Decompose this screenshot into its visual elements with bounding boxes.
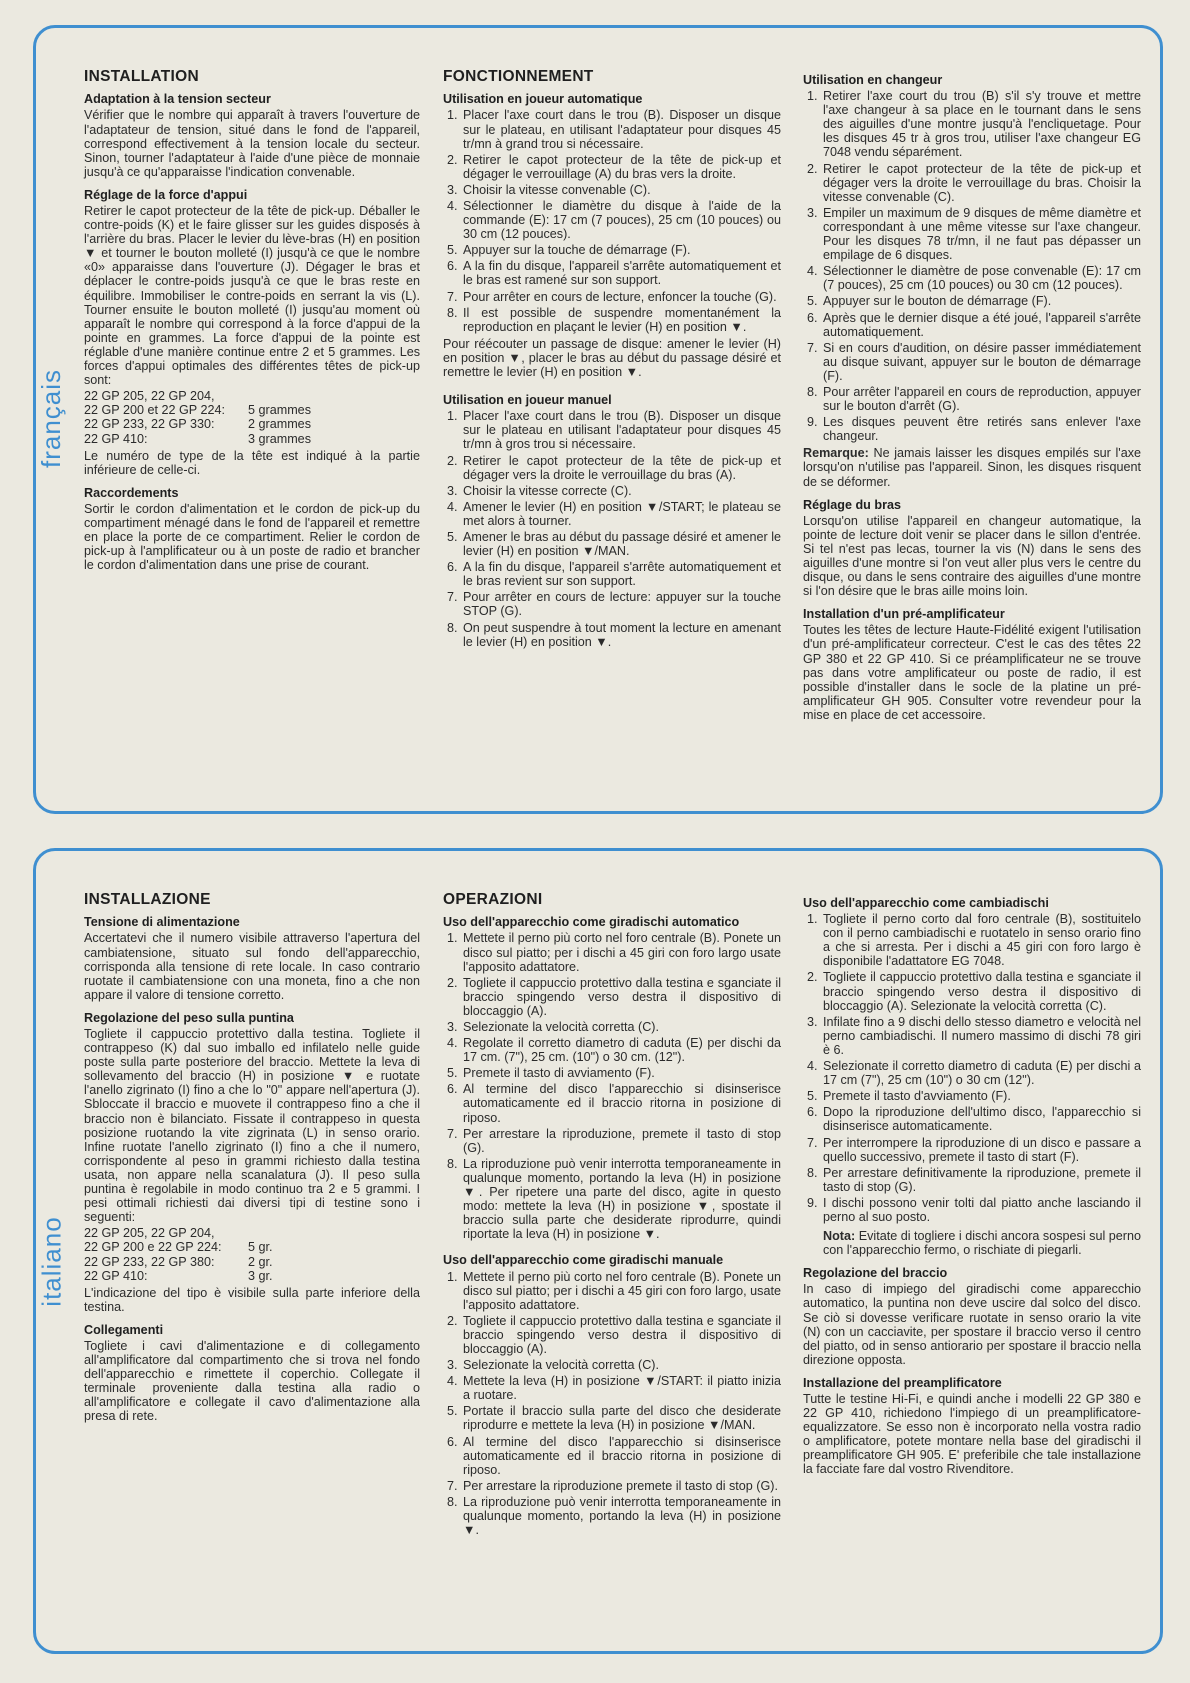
section-title: FONCTIONNEMENT bbox=[443, 68, 594, 85]
subheading: Réglage du bras bbox=[803, 497, 901, 512]
stylus-force-table bbox=[84, 389, 420, 445]
table-row: 22 GP 200 et 22 GP 224: 5 grammes bbox=[84, 403, 311, 418]
table-row: 22 GP 410: 3 gr. bbox=[84, 1268, 273, 1283]
paragraph: Pour réécouter un passage de disque: amener le levier (H) en position ▼, placer le bras au début du passage désiré et remettre le levier (H) en position ▼. bbox=[443, 336, 781, 380]
subheading: Tensione di alimentazione bbox=[84, 915, 240, 930]
section-title: INSTALLAZIONE bbox=[84, 891, 211, 908]
language-label-french: français bbox=[36, 368, 67, 468]
subheading: Installation d'un pré-amplificateur bbox=[803, 607, 1005, 622]
list-item: 3. Infilate fino a 9 dischi dello stesso diametro e velocità nel perno cambiadischi. Il numero massimo di dischi 78 giri è 6. bbox=[821, 1015, 1141, 1057]
italian-section bbox=[33, 848, 1163, 1654]
list-item: 2. Retirer le capot protecteur de la tête de pick-up et dégager vers la droite le verrouillage du bras (A). bbox=[461, 454, 781, 482]
list-item: 3. Empiler un maximum de 9 disques de même diamètre et correspondant à une même vitesse sur l'axe changeur. Pour les disques 78 tr/mn, il ne faut pas dépasser un empilage de 6 disques. bbox=[821, 206, 1141, 262]
steps-list bbox=[803, 89, 1141, 443]
subheading: Uso dell'apparecchio come giradischi manuale bbox=[443, 1253, 724, 1268]
list-item: 1. Placer l'axe court dans le trou (B). Disposer un disque sur le plateau, en utilisant l'adaptateur pour disques 45 tr/mn à grand trou si nécessaire. bbox=[461, 108, 781, 150]
list-item: 8. La riproduzione può venir interrotta temporaneamente in qualunque momento, portando la leva (H) in posizione ▼. bbox=[461, 1495, 781, 1537]
list-item: 1. Placer l'axe court dans le trou (B). Disposer un disque sur le plateau en utilisant l'adaptateur pour disques 45 tr/mn à gros trou si nécessaire. bbox=[461, 409, 781, 451]
steps-list bbox=[443, 1270, 781, 1538]
list-item: 1. Mettete il perno più corto nel foro centrale (B). Ponete un disco sul piatto; per i dischi a 45 giri con foro largo, usate l'apposito adattatore. bbox=[461, 1270, 781, 1312]
remark: Remarque: Ne jamais laisser les disques empilés sur l'axe lorsqu'on n'utilise pas l'appareil. Sinon, les disques risquent de se déformer. bbox=[803, 446, 1141, 489]
list-item: 7. Per arrestare la riproduzione, premete il tasto di stop (G). bbox=[461, 1127, 781, 1155]
list-item: 4. Amener le levier (H) en position ▼/START; le plateau se met alors à tourner. bbox=[461, 500, 781, 528]
paragraph: Le numéro de type de la tête est indiqué à la partie inférieure de celle-ci. bbox=[84, 448, 420, 477]
list-item: 8. La riproduzione può venir interrotta temporaneamente in qualunque momento, portando la leva (H) in posizione ▼. Per ripetere una parte del disco, agite in questo modo: mettete la leva (H) in posizione ▼, spostate il braccio sulla parte che desiderate riprodurre, quindi riportate la leva (H) in posizione ▼. bbox=[461, 1157, 781, 1242]
subheading: Utilisation en joueur automatique bbox=[443, 92, 643, 107]
paragraph: Togliete il cappuccio protettivo dalla testina. Togliete il contrappeso (K) dal suo imballo ed infilatelo nelle guide poste sulla parte posteriore del braccio. Mettete la leva di sollevamento del braccio (H) in posizione ▼ e ruotate l'anello zigrinato (I) fino a che lo "0" appare nell'apertura (J). Sbloccate il braccio e muovete il contrappeso fino a che il braccio non è bilanciato. Fissate il contrappeso in questa posizione ruotando la vite zigrinata (L) in senso orario. Infine ruotate l'anello zigrinato (I) fino a che il numero, corrispondente al peso in grammi richiesto dalla testina usata, non appare nella scanalatura (J). Il peso sulla puntina è regolabile in modo continuo tra 2 e 5 grammi. I pesi ottimali richiesti dai diversi tipi di testine sono i seguenti: bbox=[84, 1027, 420, 1225]
paragraph: Lorsqu'on utilise l'appareil en changeur automatique, la pointe de lecture doit venir se placer dans le sillon d'entrée. Si tel n'est pas lecas, tourner la vis (N) dans le sens des aiguilles d'une montre si l'on veut aller plus vers le centre du disque, ou dans le sens contraire des aiguilles d'une montre si l'on désire que le bras aille moins loin. bbox=[803, 513, 1141, 599]
paragraph: Toutes les têtes de lecture Haute-Fidélité exigent l'utilisation d'un pré-amplificateur correcteur. C'est le cas des têtes 22 GP 380 et 22 GP 410. Si ce préamplificateur ne se trouve pas dans votre amplificateur ou poste de radio, il est possible d'installer dans le socle de la platine un pré-amplificateur GH 905. Consulter votre revendeur pour la mise en place de cet accessoire. bbox=[803, 623, 1141, 722]
list-item: 3. Choisir la vitesse correcte (C). bbox=[461, 484, 781, 498]
list-item: 2. Togliete il cappuccio protettivo dalla testina e sganciate il braccio spingendo verso destra il dispositivo di bloccaggio (A). bbox=[461, 976, 781, 1018]
list-item: 6. Al termine del disco l'apparecchio si disinserisce automaticamente ed il braccio ritorna in posizione di riposo. bbox=[461, 1082, 781, 1124]
list-item: 2. Togliete il cappuccio protettivo dalla testina e sganciate il braccio spingendo verso destra il dispositivo di bloccaggio (A). Selezionate la velocità corretta (C). bbox=[821, 970, 1141, 1012]
column-fonctionnement bbox=[443, 68, 781, 652]
steps-list bbox=[443, 931, 781, 1241]
list-item: 5. Appuyer sur la touche de démarrage (F). bbox=[461, 243, 781, 257]
list-item: 9. I dischi possono venir tolti dal piatto anche lasciando il perno al suo posto. bbox=[821, 1196, 1141, 1224]
note: Nota: Evitate di togliere i dischi ancora sospesi sul perno con l'apparecchio fermo, o rischiate di piegarli. bbox=[823, 1229, 1141, 1258]
paragraph: Vérifier que le nombre qui apparaît à travers l'ouverture de l'adaptateur de tension, situé dans le fond de l'appareil, correspond effectivement à la tension locale du secteur. Sinon, tourner l'adaptateur à l'aide d'une pièce de monnaie jusqu'à ce qu'apparaisse l'indication convenable. bbox=[84, 108, 420, 179]
list-item: 7. Per interrompere la riproduzione di un disco e passare a quello successivo, premete il tasto di start (F). bbox=[821, 1136, 1141, 1164]
list-item: 5. Premete il tasto di avviamento (F). bbox=[461, 1066, 781, 1080]
list-item: 7. Si en cours d'audition, on désire passer immédiatement au disque suivant, appuyer sur le bouton de démarrage (F). bbox=[821, 341, 1141, 383]
table-row: 22 GP 205, 22 GP 204, bbox=[84, 1226, 215, 1241]
table-row: 22 GP 233, 22 GP 330: 2 grammes bbox=[84, 417, 311, 432]
column-changeur bbox=[803, 73, 1141, 724]
subheading: Regolazione del peso sulla puntina bbox=[84, 1010, 294, 1025]
list-item: 2. Retirer le capot protecteur de la tête de pick-up et dégager le verrouillage (A) du bras vers la droite. bbox=[461, 153, 781, 181]
list-item: 3. Selezionate la velocità corretta (C). bbox=[461, 1358, 781, 1372]
subheading: Utilisation en joueur manuel bbox=[443, 393, 612, 408]
list-item: 8. Per arrestare definitivamente la riproduzione, premete il tasto di stop (G). bbox=[821, 1166, 1141, 1194]
list-item: 8. Il est possible de suspendre momentanément la reproduction en plaçant le levier (H) en position ▼. bbox=[461, 306, 781, 334]
list-item: 3. Choisir la vitesse convenable (C). bbox=[461, 183, 781, 197]
stylus-weight-table bbox=[84, 1226, 420, 1282]
subheading: Adaptation à la tension secteur bbox=[84, 92, 271, 107]
paragraph: L'indicazione del tipo è visibile sulla parte inferiore della testina. bbox=[84, 1285, 420, 1314]
list-item: 9. Les disques peuvent être retirés sans enlever l'axe changeur. bbox=[821, 415, 1141, 443]
list-item: 2. Retirer le capot protecteur de la tête de pick-up et dégager vers la droite le verrouillage du bras. Choisir la vitesse convenable (C). bbox=[821, 162, 1141, 204]
paragraph: Tutte le testine Hi-Fi, e quindi anche i modelli 22 GP 380 e 22 GP 410, richiedono l'impiego di un preamplificatore-equalizzatore. Se esso non è incorporato nella vostra radio o amplificatore, potete montare nella base del giradischi il preamplificatore GH 905. E' preferibile che tale installazione la facciate fare dal vostro Rivenditore. bbox=[803, 1392, 1141, 1477]
subheading: Collegamenti bbox=[84, 1322, 164, 1337]
column-installazione bbox=[84, 891, 420, 1426]
list-item: 4. Regolate il corretto diametro di caduta (E) per dischi da 17 cm. (7"), 25 cm. (10") o 30 cm. (12"). bbox=[461, 1036, 781, 1064]
list-item: 7. Pour arrêter en cours de lecture, enfoncer la touche (G). bbox=[461, 290, 781, 304]
list-item: 5. Premete il tasto d'avviamento (F). bbox=[821, 1089, 1141, 1103]
list-item: 7. Per arrestare la riproduzione premete il tasto di stop (G). bbox=[461, 1479, 781, 1493]
subheading: Uso dell'apparecchio come giradischi automatico bbox=[443, 915, 740, 930]
list-item: 6. A la fin du disque, l'appareil s'arrête automatiquement et le bras revient sur son support. bbox=[461, 560, 781, 588]
list-item: 6. Al termine del disco l'apparecchio si disinserisce automaticamente ed il braccio ritorna in posizione di riposo. bbox=[461, 1435, 781, 1477]
list-item: 8. Pour arrêter l'appareil en cours de reproduction, appuyer sur le bouton d'arrêt (G). bbox=[821, 385, 1141, 413]
steps-list bbox=[443, 409, 781, 649]
list-item: 4. Sélectionner le diamètre du disque à l'aide de la commande (E): 17 cm (7 pouces), 25 cm (10 pouces) ou 30 cm (12 pouces). bbox=[461, 199, 781, 241]
table-row: 22 GP 410: 3 grammes bbox=[84, 431, 311, 446]
subheading: Raccordements bbox=[84, 485, 179, 500]
list-item: 6. Dopo la riproduzione dell'ultimo disco, l'apparecchio si disinserisce automaticamente. bbox=[821, 1105, 1141, 1133]
list-item: 7. Pour arrêter en cours de lecture: appuyer sur la touche STOP (G). bbox=[461, 590, 781, 618]
list-item: 5. Portate il braccio sulla parte del disco che desiderate riprodurre e mettete la leva (H) in posizione ▼/MAN. bbox=[461, 1404, 781, 1432]
table-row: 22 GP 233, 22 GP 380: 2 gr. bbox=[84, 1254, 273, 1269]
subheading: Uso dell'apparecchio come cambiadischi bbox=[803, 896, 1049, 910]
subheading: Regolazione del braccio bbox=[803, 1266, 948, 1281]
list-item: 6. A la fin du disque, l'appareil s'arrête automatiquement et le bras est ramené sur son support. bbox=[461, 259, 781, 287]
steps-list bbox=[443, 108, 781, 333]
table-row: 22 GP 205, 22 GP 204, bbox=[84, 389, 215, 404]
list-item: 5. Appuyer sur le bouton de démarrage (F). bbox=[821, 294, 1141, 308]
steps-list bbox=[803, 912, 1141, 1224]
list-item: 6. Après que le dernier disque a été joué, l'appareil s'arrête automatiquement. bbox=[821, 311, 1141, 339]
list-item: 4. Sélectionner le diamètre de pose convenable (E): 17 cm (7 pouces), 25 cm (10 pouces) ou 30 cm (12 pouces). bbox=[821, 264, 1141, 292]
list-item: 1. Togliete il perno corto dal foro centrale (B), sostituitelo con il perno cambiadischi e ruotatelo in senso orario fino a che si arresta. Per i dischi a 45 giri con foro largo è disponibile l'adattatore EG 7048. bbox=[821, 912, 1141, 968]
paragraph: In caso di impiego del giradischi come apparecchio automatico, la puntina non deve uscire dal solco del disco. Se ciò si dovesse verificare ruotate in senso orario la vite (N) con un cacciavite, per spostare il braccio verso il centro del piatto, od in senso antiorario per spostare il braccio nella direzione opposta. bbox=[803, 1282, 1141, 1367]
list-item: 3. Selezionate la velocità corretta (C). bbox=[461, 1020, 781, 1034]
list-item: 1. Mettete il perno più corto nel foro centrale (B). Ponete un disco sul piatto; per i dischi a 45 giri con foro largo usate l'apposito adattatore. bbox=[461, 931, 781, 973]
paragraph: Sortir le cordon d'alimentation et le cordon de pick-up du compartiment ménagé dans le fond de l'appareil et remettre en place la porte de ce compartiment. Relier le cordon de pick-up à l'amplificateur ou à un poste de radio et brancher le cordon d'alimentation dans une prise de courant. bbox=[84, 501, 420, 573]
section-title: INSTALLATION bbox=[84, 68, 199, 85]
column-operazioni bbox=[443, 891, 781, 1540]
list-item: 4. Mettete la leva (H) in posizione ▼/START: il piatto inizia a ruotare. bbox=[461, 1374, 781, 1402]
paragraph: Retirer le capot protecteur de la tête de pick-up. Déballer le contre-poids (K) et le faire glisser sur les guides disposés à l'arrière du bras. Placer le levier du lève-bras (H) en position ▼ et tourner le bouton molleté (I) jusqu'à ce que le nombre «0» apparaisse dans l'ouverture (J). Dégager le bras et déplacer le contre-poids jusqu'à ce que le bras reste en équilibre. Immobiliser le contre-poids en serrant la vis (L). Tourner ensuite le bouton molleté (I) jusqu'au moment où apparaît le nombre qui correspond à la force d'appui de la pointe en grammes. La force d'appui de la pointe est réglable d'une manière continue entre 2 et 5 grammes. Les forces d'appui optimales des différentes têtes de pick-up sont: bbox=[84, 204, 420, 388]
list-item: 5. Amener le bras au début du passage désiré et amener le levier (H) en position ▼/MAN. bbox=[461, 530, 781, 558]
subheading: Utilisation en changeur bbox=[803, 73, 943, 87]
list-item: 4. Selezionate il corretto diametro di caduta (E) per dischi a 17 cm (7"), 25 cm (10") o 30 cm (12"). bbox=[821, 1059, 1141, 1087]
table-row: 22 GP 200 e 22 GP 224: 5 gr. bbox=[84, 1240, 273, 1255]
subheading: Installazione del preamplificatore bbox=[803, 1375, 1002, 1390]
paragraph: Accertatevi che il numero visibile attraverso l'apertura del cambiatensione, situato sul fondo dell'apparecchio, corrisponda alla tensione di rete locale. In caso contrario ruotate il cambiatensione con una moneta, fino a che non appare il valore di tensione corretto. bbox=[84, 931, 420, 1002]
section-title: OPERAZIONI bbox=[443, 891, 543, 908]
column-cambiadischi bbox=[803, 896, 1141, 1479]
column-installation bbox=[84, 68, 420, 574]
list-item: 1. Retirer l'axe court du trou (B) s'il s'y trouve et mettre l'axe changeur à sa place en le tournant dans le sens des aiguilles d'une montre jusqu'à l'encliquetage. Pour les disques 45 tr à gros trou, utiliser l'axe changeur EG 7048 vendu séparément. bbox=[821, 89, 1141, 159]
language-label-italian: italiano bbox=[36, 1215, 67, 1307]
list-item: 8. On peut suspendre à tout moment la lecture en amenant le levier (H) en position ▼. bbox=[461, 621, 781, 649]
french-section bbox=[33, 25, 1163, 814]
paragraph: Togliete i cavi d'alimentazione e di collegamento all'amplificatore dal compartimento che si trova nel fondo dell'apparecchio e rimettete il coperchio. Collegate il terminale proveniente dalla testina alla radio o all'amplificatore e collegate il cavo d'alimentazione alla presa di rete. bbox=[84, 1338, 420, 1424]
subheading: Réglage de la force d'appui bbox=[84, 187, 248, 202]
list-item: 2. Togliete il cappuccio protettivo dalla testina e sganciate il braccio spingendo verso destra il dispositivo di bloccaggio (A). bbox=[461, 1314, 781, 1356]
